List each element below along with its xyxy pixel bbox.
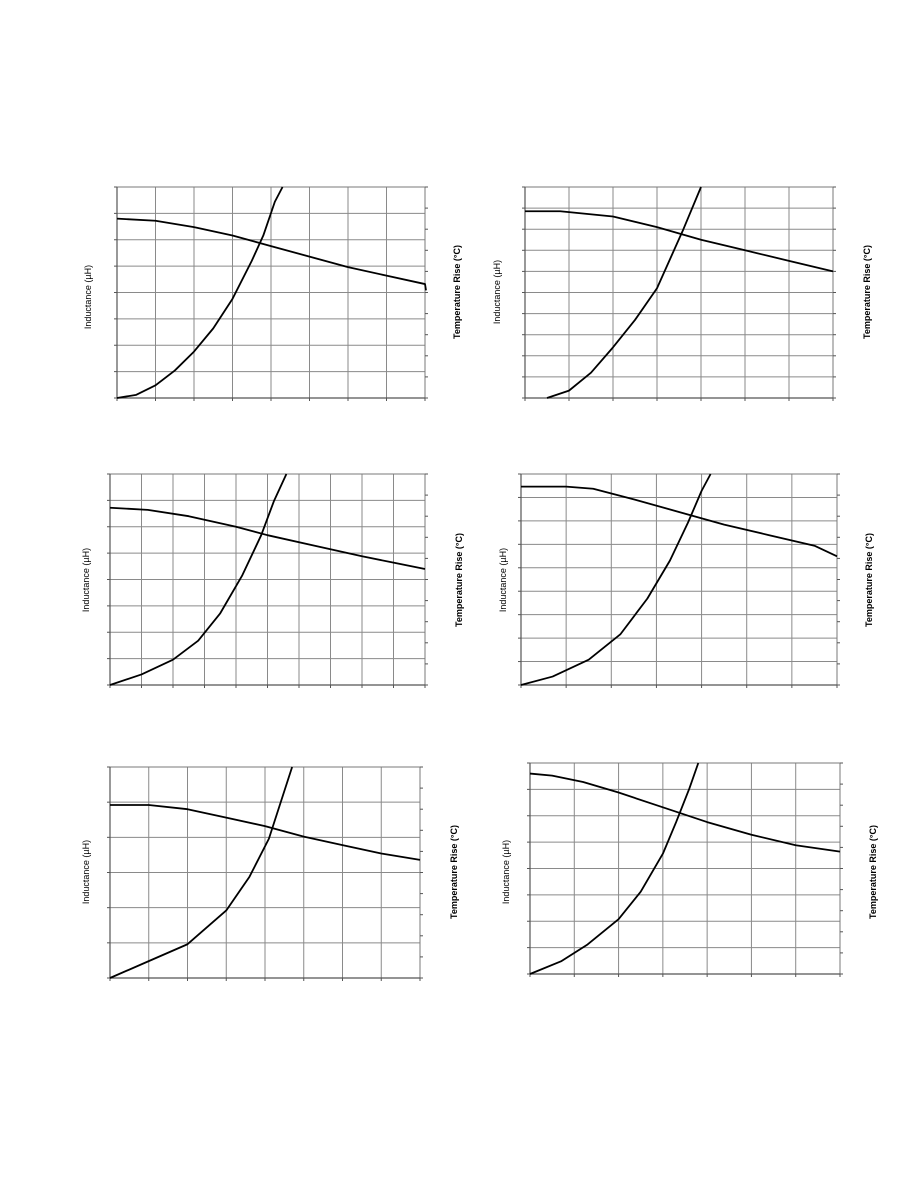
inductance-curve	[525, 211, 833, 271]
grid	[117, 187, 425, 398]
y2-axis-label: Temperature Rise (°C)	[862, 245, 872, 339]
chart-1	[114, 187, 428, 401]
y2-axis-label: Temperature Rise (°C)	[868, 825, 878, 919]
y-axis-label: Inductance (µH)	[498, 547, 508, 613]
chart-2	[522, 187, 836, 401]
y-axis-label: Inductance (µH)	[83, 264, 93, 330]
y-axis-label: Inductance (µH)	[492, 259, 502, 325]
chart-3	[107, 474, 428, 688]
plot-frame	[521, 474, 837, 685]
chart-6	[527, 763, 843, 977]
y2-axis-label: Temperature Rise (°C)	[864, 533, 874, 627]
y-axis-label: Inductance (µH)	[501, 839, 511, 905]
grid	[110, 767, 420, 978]
y-axis-label: Inductance (µH)	[81, 839, 91, 905]
temperature-rise-curve	[521, 474, 711, 685]
grid	[525, 187, 833, 398]
y2-axis-label: Temperature Rise (°C)	[449, 825, 459, 919]
inductance-curve	[530, 774, 840, 852]
y2-axis-label: Temperature Rise (°C)	[454, 533, 464, 627]
chart-5	[107, 767, 423, 981]
y-axis-label: Inductance (µH)	[81, 547, 91, 613]
grid	[521, 474, 837, 685]
grid	[530, 763, 840, 974]
y2-axis-label: Temperature Rise (°C)	[452, 245, 462, 339]
grid	[110, 474, 425, 685]
chart-4	[518, 474, 840, 688]
